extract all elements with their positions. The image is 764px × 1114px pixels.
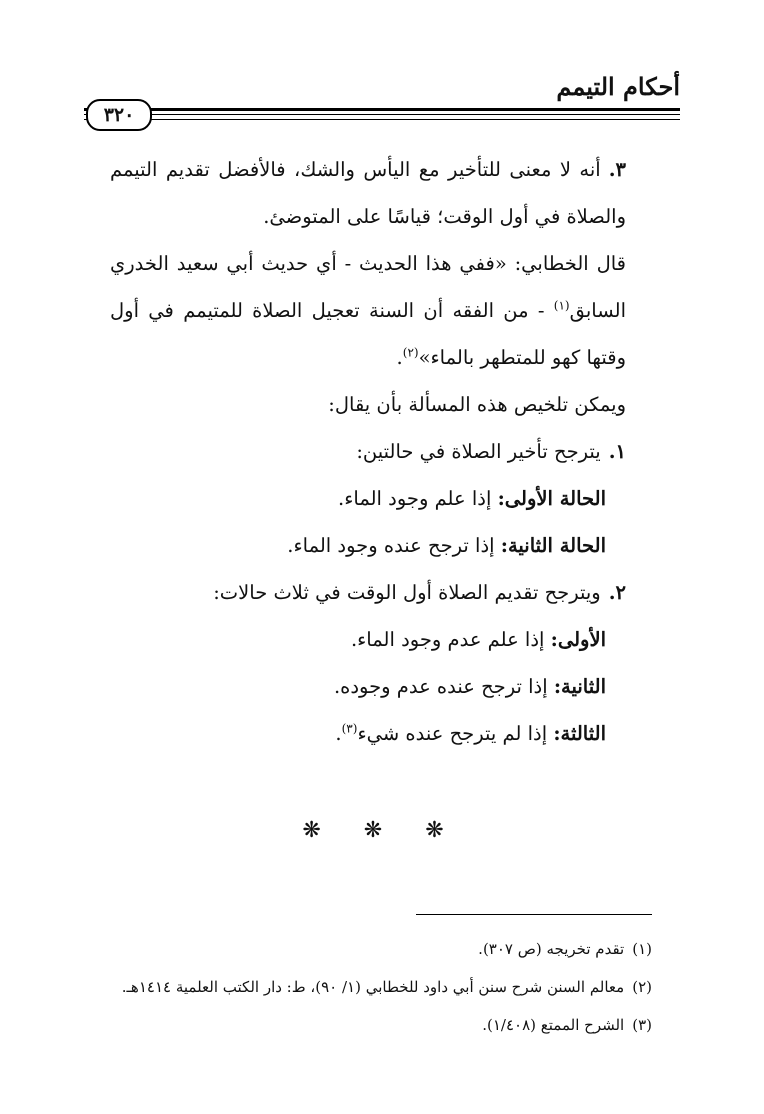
section-separator: ❋ ❋ ❋ [302,818,462,843]
body-text [110,146,652,757]
page-number: ٣٢٠ [86,99,152,131]
point-3 [110,146,652,240]
quote-end: . [396,346,403,369]
point-3-text: أنه لا معنى للتأخير مع اليأس والشك، فالأفضل تقديم التيمم والصلاة في أول الوقت؛ قياسًا على المتوضئ. [110,158,626,228]
item-1-case-1-text: إذا علم وجود الماء. [338,487,498,510]
footnote-1 [92,930,652,968]
quote-text-part2: - من الفقه أن السنة تعجيل الصلاة للمتيمم في أول وقتها كهو للمتطهر بالماء» [110,299,626,369]
header-rule-thin [84,114,680,115]
point-3-number: ٣. [608,158,626,181]
item-1-number: ١. [608,440,626,463]
footnote-rule [416,914,652,915]
item-1-case-2-label: الحالة الثانية: [500,534,606,557]
running-title: أحكام التيمم [556,72,680,101]
item-1 [110,428,652,475]
footnote-2-number: (٢) [632,978,652,996]
item-1-case-2-text: إذا ترجح عنده وجود الماء. [287,534,501,557]
item-2-number: ٢. [608,581,626,604]
item-2-case-3-end: . [335,722,342,745]
item-2 [110,569,652,616]
item-1-text: يترجح تأخير الصلاة في حالتين: [356,440,601,463]
header-rule-thin-lower [84,119,680,120]
summary-intro: ويمكن تلخيص هذه المسألة بأن يقال: [328,393,626,416]
item-2-case-1 [110,616,652,663]
footnotes [92,930,652,1044]
item-2-case-3-label: الثالثة: [553,722,606,745]
footnote-1-text: تقدم تخريجه (ص ٣٠٧). [478,940,625,958]
footnote-ref-1: (١) [553,298,570,313]
footnote-3-number: (٣) [632,1016,652,1034]
item-2-case-3-text: إذا لم يترجح عنده شيء [357,722,554,745]
footnote-1-number: (١) [632,940,652,958]
quote-text-part1: قال الخطابي: «ففي هذا الحديث - أي حديث أبي سعيد الخدري السابق [110,252,626,322]
item-2-case-2-text: إذا ترجح عنده عدم وجوده. [333,675,554,698]
item-2-case-3 [110,710,652,757]
footnote-3 [92,1006,652,1044]
footnote-ref-3: (٣) [341,721,358,736]
khattabi-quote [110,240,652,381]
item-1-case-1-label: الحالة الأولى: [497,487,606,510]
header-rule-thick [84,108,680,111]
item-2-case-2 [110,663,652,710]
footnote-2-text: معالم السنن شرح سنن أبي داود للخطابي (١/ ٩٠)، ط: دار الكتب العلمية ١٤١٤هـ. [121,978,625,996]
footnote-2 [92,968,652,1006]
item-1-case-1 [110,475,652,522]
item-2-case-2-label: الثانية: [553,675,606,698]
footnote-ref-2: (٢) [402,345,419,360]
item-2-text: ويترجح تقديم الصلاة أول الوقت في ثلاث حالات: [213,581,601,604]
item-1-case-2 [110,522,652,569]
item-2-case-1-label: الأولى: [550,628,606,651]
footnote-3-text: الشرح الممتع (١/٤٠٨). [482,1016,625,1034]
item-2-case-1-text: إذا علم عدم وجود الماء. [350,628,551,651]
